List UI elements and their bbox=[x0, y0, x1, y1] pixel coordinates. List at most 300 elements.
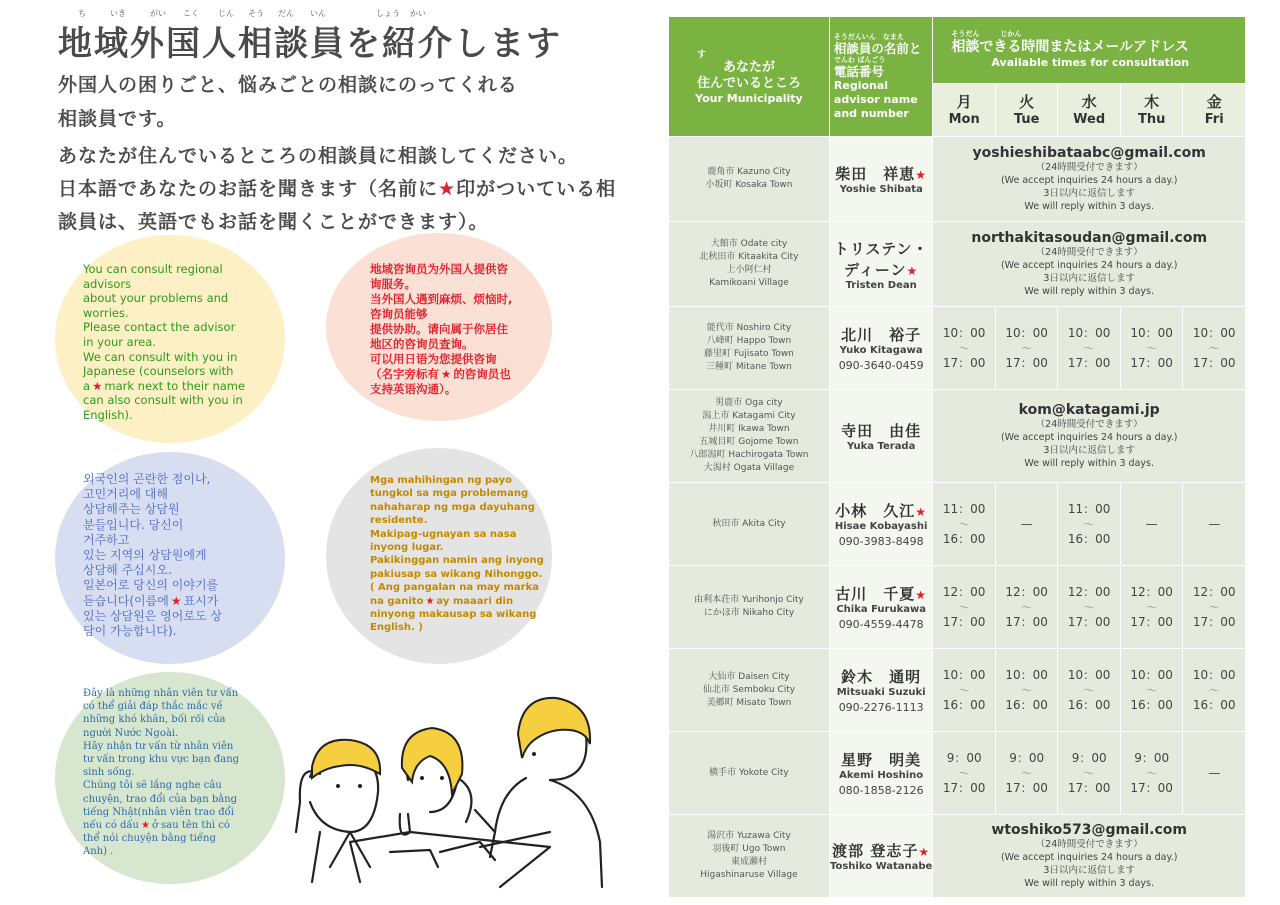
advisor-name-jp bbox=[830, 324, 933, 345]
time-cell bbox=[1058, 483, 1120, 565]
bubble-line: 있는 지역의 상담원에게 bbox=[83, 548, 207, 563]
advisor-cell bbox=[830, 732, 933, 814]
time-end: 17：00 bbox=[1130, 614, 1173, 629]
time-end: 16：00 bbox=[942, 697, 986, 712]
table-row bbox=[669, 307, 1245, 389]
advisor-email: wtoshiko573@gmail.com bbox=[991, 822, 1187, 838]
time-cell bbox=[996, 566, 1058, 648]
time-end: 16：00 bbox=[1130, 697, 1173, 712]
advisor-name-en: Hisae Kobayashi bbox=[834, 521, 928, 532]
municipality-cell bbox=[669, 649, 829, 731]
time-tilde: 〜 bbox=[1083, 600, 1095, 614]
time-cell bbox=[933, 307, 995, 389]
bubble-line: 地域咨询员为外国人提供咨 bbox=[370, 262, 508, 276]
advisor-name-en: Mitsuaki Suzuki bbox=[836, 687, 926, 698]
time-tilde: 〜 bbox=[1083, 766, 1095, 780]
title-ruby-text: だん bbox=[278, 9, 294, 18]
time-start: 9：00 bbox=[1071, 750, 1107, 765]
bubble-line bbox=[83, 379, 245, 394]
time-tilde: 〜 bbox=[1146, 341, 1158, 355]
advisor-phone: 090-3640-0459 bbox=[838, 359, 924, 372]
time-cell bbox=[996, 307, 1058, 389]
day-jp: 火 bbox=[1019, 93, 1035, 111]
bubble-line: 상담해주는 상담원 bbox=[83, 502, 180, 517]
municipality-line: 井川町 Ikawa Town bbox=[708, 424, 790, 434]
day-header-tue bbox=[996, 84, 1058, 136]
time-cell bbox=[1183, 649, 1245, 731]
advisor-name-en: Chika Furukawa bbox=[836, 604, 926, 615]
advisor-name-en: Akemi Hoshino bbox=[839, 770, 924, 781]
bubble-line: advisors bbox=[83, 276, 132, 291]
time-tilde: 〜 bbox=[958, 683, 970, 697]
bubble-line: sinh sống. bbox=[83, 767, 135, 779]
time-cell bbox=[1121, 732, 1183, 814]
bubble-line: 담이 가능합니다). bbox=[83, 624, 177, 639]
time-start: 12：00 bbox=[1005, 584, 1048, 599]
time-start: 10：00 bbox=[1067, 667, 1111, 682]
time-end: 17：00 bbox=[1067, 355, 1111, 370]
time-tilde: 〜 bbox=[1208, 683, 1220, 697]
email-note: （24時間受付できます） bbox=[1035, 162, 1143, 173]
bubble-line: Makipag-ugnayan sa nasa bbox=[370, 528, 517, 540]
advisor-cell bbox=[830, 815, 933, 897]
time-tilde: 〜 bbox=[1021, 766, 1033, 780]
star-icon: ★ bbox=[170, 593, 182, 608]
time-cell bbox=[933, 566, 995, 648]
day-jp: 金 bbox=[1206, 93, 1222, 111]
bubble-line: Hãy nhận tư vấn từ nhân viên bbox=[83, 740, 234, 752]
advisor-phone: 090-4559-4478 bbox=[838, 618, 924, 631]
bubble-line: 咨询员能够 bbox=[370, 307, 428, 321]
advisor-name-en: Yuko Kitagawa bbox=[839, 345, 923, 356]
bubble-line: thể nói chuyện bằng tiếng bbox=[83, 833, 216, 845]
time-tilde: 〜 bbox=[1021, 683, 1033, 697]
time-tilde: 〜 bbox=[1083, 683, 1095, 697]
advisor-cell bbox=[830, 390, 933, 482]
bubble-line-text: mark next to their name bbox=[104, 378, 246, 393]
bubble-line: inyong lugar. bbox=[370, 542, 444, 554]
star-icon: ★ bbox=[915, 588, 928, 602]
bubble-line: tư vấn trong khu vực bạn đang bbox=[83, 754, 240, 766]
bubble-line: 地区的咨询员查询。 bbox=[370, 337, 474, 351]
title-ruby-text: がい bbox=[150, 9, 166, 18]
intro-line-5: 談員は、英語でもお話を聞くことができます）。 bbox=[58, 211, 489, 233]
municipality-line: 男鹿市 Oga city bbox=[715, 398, 783, 408]
bubble-line: 분들입니다. 당신이 bbox=[83, 517, 184, 532]
intro-line-1: 外国人の困りごと、悩みごとの相談にのってくれる bbox=[58, 74, 518, 96]
advisor-name-en: Yoshie Shibata bbox=[839, 184, 923, 195]
time-cell bbox=[1058, 649, 1120, 731]
day-en: Fri bbox=[1204, 112, 1224, 127]
email-note: 3日以内に返信します bbox=[1043, 445, 1135, 456]
title-ruby-text: いん bbox=[310, 9, 326, 18]
municipality-cell bbox=[669, 483, 829, 565]
intro-line-4 bbox=[58, 174, 616, 201]
day-jp: 水 bbox=[1081, 93, 1097, 111]
bubble-line: 외국인의 곤란한 점이나, bbox=[83, 472, 211, 486]
bubble-line: chuyện, trao đổi của bạn bằng bbox=[83, 793, 238, 805]
municipality-cell bbox=[669, 222, 829, 306]
time-cell bbox=[1058, 566, 1120, 648]
title-ruby-text: じん bbox=[218, 9, 234, 18]
email-note: 3日以内に返信します bbox=[1043, 188, 1135, 199]
bubble-line: English. ) bbox=[370, 622, 423, 634]
table-row bbox=[669, 649, 1245, 731]
time-start: 10：00 bbox=[1130, 667, 1173, 682]
advisor-phone: 080-1858-2126 bbox=[838, 784, 924, 797]
time-tilde: 〜 bbox=[958, 517, 970, 531]
email-note: We will reply within 3 days. bbox=[1024, 878, 1154, 889]
email-note: We will reply within 3 days. bbox=[1024, 201, 1154, 212]
bubble-line: nahaharap ng mga dayuhang bbox=[370, 501, 535, 513]
bubble-line-text: na ganito bbox=[370, 595, 424, 607]
time-end: 16：00 bbox=[1067, 697, 1111, 712]
day-en: Mon bbox=[948, 112, 980, 127]
title-ruby-text: こく bbox=[183, 9, 199, 18]
advisor-name-part: 小林 久江 bbox=[835, 502, 916, 520]
advisor-name-jp bbox=[830, 840, 933, 861]
title-ruby-text: しょう bbox=[376, 9, 400, 18]
time-start: 11：00 bbox=[1067, 501, 1111, 516]
municipality-line: 能代市 Noshiro City bbox=[706, 323, 792, 333]
korean-text bbox=[83, 472, 222, 639]
email-note: （24時間受付できます） bbox=[1035, 419, 1143, 430]
bubble-line: Đây là những nhân viên tư vấn bbox=[83, 688, 239, 699]
time-end: 17：00 bbox=[942, 614, 986, 629]
page-title: 地域外国人相談員を紹介します bbox=[58, 24, 562, 64]
table-row bbox=[669, 566, 1245, 648]
municipality-line: にかほ市 Nikaho City bbox=[703, 608, 795, 618]
municipality-cell bbox=[669, 815, 829, 897]
advisor-email: yoshieshibataabc@gmail.com bbox=[972, 145, 1206, 161]
time-tilde: 〜 bbox=[1021, 600, 1033, 614]
bubble-line-text: nếu có dấu bbox=[83, 820, 139, 832]
advisor-cell bbox=[830, 307, 933, 389]
advisor-name-part: 柴田 祥恵 bbox=[835, 165, 916, 183]
advisor-table bbox=[668, 16, 1246, 898]
title-ruby-text: ち bbox=[78, 9, 86, 18]
table-row bbox=[669, 390, 1245, 482]
bubble-line: tungkol sa mga problemang bbox=[370, 488, 529, 500]
table-row bbox=[669, 483, 1245, 565]
advisor-phone: 090-3983-8498 bbox=[838, 535, 924, 548]
time-cell bbox=[1121, 307, 1183, 389]
time-start: 9：00 bbox=[1009, 750, 1045, 765]
table-row bbox=[669, 732, 1245, 814]
bubble-line: English). bbox=[83, 407, 133, 422]
time-end: 17：00 bbox=[1005, 614, 1048, 629]
time-start: 12：00 bbox=[1192, 584, 1236, 599]
intro-line-2: 相談員です。 bbox=[58, 108, 177, 130]
bubble-line: 거주하고 bbox=[83, 532, 130, 547]
municipality-line: 鹿角市 Kazuno City bbox=[707, 167, 791, 177]
time-end: 17：00 bbox=[1005, 355, 1048, 370]
bubble-line: 可以用日语为您提供咨询 bbox=[370, 352, 497, 366]
time-start: 10：00 bbox=[1005, 667, 1048, 682]
bubble-line: Chúng tôi sẽ lắng nghe câu bbox=[83, 780, 222, 792]
time-tilde: 〜 bbox=[1208, 341, 1220, 355]
municipality-line: 大仙市 Daisen City bbox=[708, 671, 790, 682]
bubble-line: 고민거리에 대해 bbox=[83, 487, 168, 502]
english-text bbox=[83, 262, 245, 423]
email-note: 3日以内に返信します bbox=[1043, 865, 1135, 876]
time-start: 10：00 bbox=[1192, 325, 1236, 340]
time-tilde: 〜 bbox=[958, 766, 970, 780]
municipality-line: 羽後町 Ugo Town bbox=[712, 844, 786, 854]
municipality-line: 仙北市 Semboku City bbox=[702, 684, 796, 695]
time-end: 16：00 bbox=[1067, 531, 1111, 546]
time-end: 16：00 bbox=[1005, 697, 1048, 712]
email-note: （24時間受付できます） bbox=[1035, 839, 1143, 850]
municipality-cell bbox=[669, 566, 829, 648]
day-jp: 月 bbox=[956, 93, 972, 111]
municipality-line: 横手市 Yokote City bbox=[709, 767, 789, 778]
advisor-cell bbox=[830, 566, 933, 648]
time-cell bbox=[1183, 566, 1245, 648]
municipality-cell bbox=[669, 390, 829, 482]
time-cell bbox=[1183, 307, 1245, 389]
star-icon: ★ bbox=[915, 505, 928, 519]
municipality-line: 秋田市 Akita City bbox=[712, 518, 786, 529]
day-header-wed bbox=[1058, 84, 1120, 136]
advisor-name-part: 鈴木 通明 bbox=[841, 668, 922, 686]
advisor-email: kom@katagami.jp bbox=[1018, 402, 1160, 418]
day-en: Tue bbox=[1013, 112, 1040, 127]
municipality-line: 由利本荘市 Yurihonjo City bbox=[694, 595, 804, 605]
time-cell bbox=[933, 649, 995, 731]
intro-line-4a: 日本語であなたのお話を聞きます（名前に bbox=[58, 178, 439, 200]
bubble-line: We can consult with you in bbox=[83, 349, 238, 364]
bubble-line-text: 듣습니다(이름에 bbox=[83, 593, 169, 608]
bubble-line: 当外国人遇到麻烦、烦恼时, bbox=[370, 292, 513, 306]
day-jp: 木 bbox=[1144, 93, 1160, 111]
time-start: 12：00 bbox=[1130, 584, 1173, 599]
time-cell bbox=[1121, 483, 1183, 565]
municipality-line: 藤里町 Fujisato Town bbox=[704, 349, 794, 359]
time-start: 10：00 bbox=[1130, 325, 1173, 340]
time-cell bbox=[933, 732, 995, 814]
bubble-line: 支持英语沟通）。 bbox=[370, 382, 457, 396]
email-cell bbox=[933, 815, 1245, 897]
star-icon: ★ bbox=[425, 595, 435, 607]
day-header-fri bbox=[1183, 84, 1245, 136]
municipality-line: 潟上市 Katagami City bbox=[702, 411, 796, 421]
day-en: Wed bbox=[1073, 112, 1106, 127]
advisor-cell bbox=[830, 649, 933, 731]
time-end: 17：00 bbox=[1130, 355, 1173, 370]
bubble-line: in your area. bbox=[83, 334, 156, 349]
bubble-line bbox=[370, 367, 512, 382]
day-header-thu bbox=[1121, 84, 1183, 136]
email-cell bbox=[933, 137, 1245, 221]
municipality-line: 東成瀬村 bbox=[730, 857, 767, 867]
bubble-line: ninyong makausap sa wikang bbox=[370, 609, 537, 621]
time-cell bbox=[996, 649, 1058, 731]
time-start: 12：00 bbox=[942, 584, 986, 599]
time-tilde: 〜 bbox=[1146, 766, 1158, 780]
bubble-line: 있는 상담원은 영어로도 상 bbox=[83, 608, 222, 623]
municipality-line: Higashinaruse Village bbox=[700, 870, 798, 880]
time-end: 17：00 bbox=[1130, 780, 1173, 795]
advisor-name-jp bbox=[830, 163, 933, 184]
time-start: 12：00 bbox=[1067, 584, 1111, 599]
table-row bbox=[669, 222, 1245, 306]
bubble-line: có thể giải đáp thắc mắc về bbox=[83, 701, 223, 713]
bubble-line: worries. bbox=[83, 305, 129, 320]
time-cell bbox=[1183, 732, 1245, 814]
time-end: 17：00 bbox=[1067, 614, 1111, 629]
municipality-line: 美郷町 Misato Town bbox=[706, 697, 792, 708]
bubble-line-text: （名字旁标有 bbox=[370, 367, 439, 381]
municipality-line: 上小阿仁村 bbox=[726, 265, 772, 275]
bubble-line: những khó khăn, bối rối của bbox=[83, 714, 226, 726]
star-icon: ★ bbox=[92, 378, 103, 393]
advisor-name-part: ディーン bbox=[844, 260, 907, 279]
time-tilde: 〜 bbox=[958, 600, 970, 614]
time-none: — bbox=[1020, 516, 1033, 531]
vietnamese-text bbox=[83, 687, 239, 859]
time-start: 10：00 bbox=[942, 325, 986, 340]
bubble-line: Japanese (counselors with bbox=[83, 364, 234, 379]
advisor-table-panel bbox=[668, 16, 1246, 898]
time-start: 10：00 bbox=[942, 667, 986, 682]
time-cell bbox=[933, 483, 995, 565]
time-cell bbox=[1058, 307, 1120, 389]
intro-line-3: あなたが住んでいるところの相談員に相談してください。 bbox=[58, 145, 579, 167]
time-cell bbox=[1121, 649, 1183, 731]
time-start: 9：00 bbox=[1134, 750, 1170, 765]
header-times: そうだん じかん 相談できる時間またはメールアドレス Available times for consultation bbox=[933, 17, 1245, 83]
time-tilde: 〜 bbox=[958, 341, 970, 355]
bubble-line-text: 표시가 bbox=[183, 593, 219, 608]
municipality-line: 八峰町 Happo Town bbox=[706, 336, 792, 346]
municipality-line: 八郎潟町 Hachirogata Town bbox=[689, 450, 809, 460]
advisor-name-en: Tristen Dean bbox=[845, 279, 917, 291]
time-end: 16：00 bbox=[942, 531, 986, 546]
bubble-line: Pakikinggan namin ang inyong bbox=[370, 555, 544, 567]
bubble-line: 询服务。 bbox=[370, 277, 416, 291]
time-end: 17：00 bbox=[1005, 780, 1048, 795]
municipality-line: 五城目町 Gojome Town bbox=[699, 437, 799, 447]
star-icon: ★ bbox=[918, 845, 931, 859]
email-note: (We accept inquiries 24 hours a day.) bbox=[1000, 175, 1178, 186]
table-row bbox=[669, 137, 1245, 221]
bubble-line-text: ở sau tên thì có bbox=[151, 820, 230, 832]
email-note: We will reply within 3 days. bbox=[1024, 458, 1154, 469]
time-start: 10：00 bbox=[1005, 325, 1048, 340]
advisor-name-part: 北川 裕子 bbox=[841, 326, 922, 344]
chinese-text bbox=[370, 262, 512, 397]
time-none: — bbox=[1208, 516, 1221, 531]
tagalog-text bbox=[370, 474, 544, 635]
advisor-name-part: 寺田 由佳 bbox=[841, 422, 922, 440]
advisor-name-jp bbox=[830, 666, 933, 687]
time-tilde: 〜 bbox=[1083, 517, 1095, 531]
star-icon: ★ bbox=[915, 168, 928, 182]
time-cell bbox=[996, 483, 1058, 565]
email-cell bbox=[933, 222, 1245, 306]
bubble-line: Anh) . bbox=[83, 846, 114, 858]
municipality-line: 北秋田市 Kitaakita City bbox=[699, 252, 799, 262]
municipality-line: 大館市 Odate city bbox=[710, 239, 788, 249]
advisor-cell bbox=[830, 137, 933, 221]
star-icon: ★ bbox=[906, 263, 919, 278]
day-header-mon bbox=[933, 84, 995, 136]
bubble-line bbox=[83, 819, 239, 832]
municipality-line: Kamikoani Village bbox=[709, 278, 789, 288]
municipality-cell bbox=[669, 137, 829, 221]
email-note: (We accept inquiries 24 hours a day.) bbox=[1000, 852, 1178, 863]
advisor-email: northakitasoudan@gmail.com bbox=[971, 230, 1208, 246]
time-cell bbox=[1183, 483, 1245, 565]
bubble-line: Please contact the advisor bbox=[83, 320, 236, 335]
municipality-line: 三種町 Mitane Town bbox=[706, 362, 792, 372]
time-tilde: 〜 bbox=[1083, 341, 1095, 355]
bubble-line: You can consult regional bbox=[83, 262, 223, 276]
advisor-name-jp bbox=[830, 583, 933, 604]
time-start: 9：00 bbox=[946, 750, 982, 765]
advisor-name-jp bbox=[830, 500, 933, 521]
advisor-name-part: 古川 千夏 bbox=[835, 585, 916, 603]
bubble-line-text: a bbox=[83, 378, 91, 393]
time-start: 10：00 bbox=[1192, 667, 1236, 682]
email-note: （24時間受付できます） bbox=[1035, 247, 1143, 258]
time-end: 17：00 bbox=[1192, 355, 1236, 370]
municipality-line: 小坂町 Kosaka Town bbox=[705, 180, 793, 190]
bubble-line: người Nước Ngoài. bbox=[83, 727, 179, 739]
advisor-name-part: 星野 明美 bbox=[841, 751, 922, 769]
advisor-name-jp bbox=[830, 420, 933, 441]
star-icon: ★ bbox=[140, 820, 150, 832]
advisor-name-jp bbox=[830, 749, 933, 770]
municipality-cell bbox=[669, 732, 829, 814]
time-end: 16：00 bbox=[1192, 697, 1236, 712]
star-icon: ★ bbox=[441, 367, 452, 381]
bubble-line: can also consult with you in bbox=[83, 393, 243, 408]
bubble-line: pakiusap sa wikang Nihonggo. bbox=[370, 568, 543, 580]
bubble-line-text: 的咨询员也 bbox=[453, 367, 511, 381]
advisor-name-part: トリステン・ bbox=[833, 239, 929, 258]
time-end: 17：00 bbox=[942, 780, 986, 795]
time-cell bbox=[1121, 566, 1183, 648]
email-note: 3日以内に返信します bbox=[1043, 273, 1135, 284]
email-note: (We accept inquiries 24 hours a day.) bbox=[1000, 260, 1178, 271]
bubble-line: tiếng Nhật(nhân viên trao đổi bbox=[83, 806, 234, 818]
advisor-name-en: Yuka Terada bbox=[846, 441, 916, 452]
intro-line-4b: 印がついている相 bbox=[456, 178, 617, 200]
municipality-line: 大潟村 Ogata Village bbox=[703, 463, 795, 473]
time-none: — bbox=[1145, 516, 1158, 531]
email-note: (We accept inquiries 24 hours a day.) bbox=[1000, 432, 1178, 443]
time-cell bbox=[996, 732, 1058, 814]
bubble-line bbox=[83, 594, 222, 609]
municipality-cell bbox=[669, 307, 829, 389]
advisor-cell bbox=[830, 222, 933, 306]
advisor-name-jp bbox=[830, 259, 933, 280]
advisor-name-jp bbox=[830, 238, 933, 259]
time-tilde: 〜 bbox=[1146, 683, 1158, 697]
time-cell bbox=[1058, 732, 1120, 814]
time-tilde: 〜 bbox=[1208, 600, 1220, 614]
day-en: Thu bbox=[1137, 112, 1166, 127]
email-note: We will reply within 3 days. bbox=[1024, 286, 1154, 297]
advisor-cell bbox=[830, 483, 933, 565]
time-end: 17：00 bbox=[942, 355, 986, 370]
time-none: — bbox=[1208, 765, 1221, 780]
bubble-line: 일본어로 당신의 이야기를 bbox=[83, 578, 219, 593]
bubble-line: 提供协助。请向属于你居住 bbox=[370, 322, 508, 336]
time-start: 10：00 bbox=[1067, 325, 1111, 340]
